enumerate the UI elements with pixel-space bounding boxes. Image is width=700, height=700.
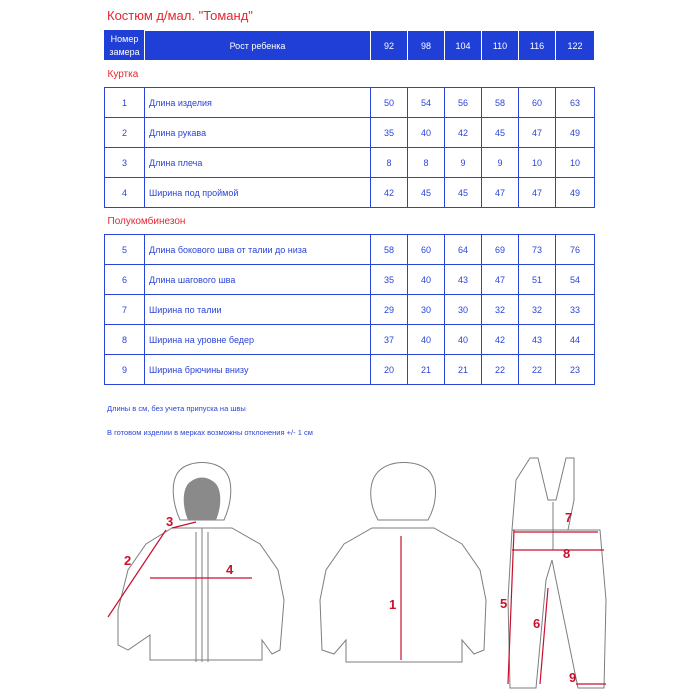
header-size: 104: [445, 31, 482, 61]
measure-label-9: 9: [569, 670, 577, 685]
cell-value: 42: [445, 118, 482, 148]
table-row: [105, 355, 595, 385]
cell-value: 63: [556, 88, 595, 118]
header-child-height: Рост ребенка: [145, 31, 371, 61]
measure-label-5: 5: [500, 596, 508, 611]
cell-name: Ширина брючины внизу: [145, 355, 371, 385]
cell-value: 58: [482, 88, 519, 118]
cell-value: 40: [408, 325, 445, 355]
cell-value: 10: [556, 148, 595, 178]
cell-value: 43: [519, 325, 556, 355]
table-row: [105, 325, 595, 355]
cell-value: 9: [445, 148, 482, 178]
cell-value: 22: [519, 355, 556, 385]
cell-value: 21: [445, 355, 482, 385]
cell-value: 54: [408, 88, 445, 118]
cell-name: Длина изделия: [145, 88, 371, 118]
cell-name: Длина бокового шва от талии до низа: [145, 235, 371, 265]
note-units: Длины в см, без учета припуска на швы: [107, 404, 246, 413]
cell-name: Длина рукава: [145, 118, 371, 148]
note-tolerance: В готовом изделии в мерках возможны отклонения +/- 1 см: [107, 428, 313, 437]
cell-value: 47: [519, 118, 556, 148]
cell-no: 7: [105, 295, 145, 325]
cell-name: Длина шагового шва: [145, 265, 371, 295]
cell-value: 64: [445, 235, 482, 265]
measure-label-4: 4: [226, 562, 234, 577]
section-row-jacket: [105, 61, 595, 88]
cell-value: 30: [445, 295, 482, 325]
cell-value: 45: [408, 178, 445, 208]
size-table: [104, 30, 595, 385]
cell-value: 22: [482, 355, 519, 385]
measure-label-7: 7: [565, 510, 573, 525]
table-row: [105, 178, 595, 208]
cell-name: Ширина на уровне бедер: [145, 325, 371, 355]
page-title: Костюм д/мал. "Томанд": [107, 8, 253, 23]
header-size: 92: [371, 31, 408, 61]
cell-value: 60: [408, 235, 445, 265]
cell-value: 10: [519, 148, 556, 178]
cell-value: 76: [556, 235, 595, 265]
cell-value: 43: [445, 265, 482, 295]
cell-value: 51: [519, 265, 556, 295]
cell-value: 35: [371, 118, 408, 148]
cell-value: 47: [519, 178, 556, 208]
cell-no: 5: [105, 235, 145, 265]
table-row: [105, 118, 595, 148]
cell-name: Ширина под проймой: [145, 178, 371, 208]
table-row: [105, 148, 595, 178]
cell-value: 21: [408, 355, 445, 385]
measure-label-6: 6: [533, 616, 541, 631]
cell-value: 47: [482, 265, 519, 295]
cell-value: 37: [371, 325, 408, 355]
cell-value: 29: [371, 295, 408, 325]
cell-value: 40: [408, 118, 445, 148]
measure-label-2: 2: [124, 553, 132, 568]
table-row: [105, 88, 595, 118]
cell-value: 32: [482, 295, 519, 325]
garment-diagrams: [0, 440, 700, 700]
cell-value: 73: [519, 235, 556, 265]
cell-value: 33: [556, 295, 595, 325]
section-title: Куртка: [105, 61, 595, 88]
cell-name: Ширина по талии: [145, 295, 371, 325]
table-header-row: [105, 31, 595, 61]
cell-value: 44: [556, 325, 595, 355]
cell-no: 1: [105, 88, 145, 118]
jacket-front-drawing: [118, 463, 284, 663]
cell-value: 8: [408, 148, 445, 178]
measure-label-3: 3: [166, 514, 174, 529]
section-row-overalls: [105, 208, 595, 235]
header-size: 116: [519, 31, 556, 61]
cell-no: 6: [105, 265, 145, 295]
header-size: 110: [482, 31, 519, 61]
table-row: [105, 235, 595, 265]
cell-value: 69: [482, 235, 519, 265]
cell-no: 4: [105, 178, 145, 208]
cell-value: 47: [482, 178, 519, 208]
header-size: 98: [408, 31, 445, 61]
cell-value: 40: [408, 265, 445, 295]
cell-no: 3: [105, 148, 145, 178]
cell-value: 8: [371, 148, 408, 178]
table-row: [105, 295, 595, 325]
header-measure-no: Номер замера: [105, 31, 145, 61]
table-row: [105, 265, 595, 295]
cell-value: 9: [482, 148, 519, 178]
cell-value: 20: [371, 355, 408, 385]
header-size: 122: [556, 31, 595, 61]
measure-label-1: 1: [389, 597, 397, 612]
cell-value: 45: [445, 178, 482, 208]
section-title: Полукомбинезон: [105, 208, 595, 235]
measure-label-8: 8: [563, 546, 571, 561]
cell-value: 49: [556, 178, 595, 208]
cell-value: 56: [445, 88, 482, 118]
cell-value: 49: [556, 118, 595, 148]
cell-value: 54: [556, 265, 595, 295]
cell-value: 50: [371, 88, 408, 118]
cell-value: 35: [371, 265, 408, 295]
jacket-back-drawing: [320, 463, 486, 663]
cell-value: 32: [519, 295, 556, 325]
cell-value: 42: [371, 178, 408, 208]
cell-no: 8: [105, 325, 145, 355]
cell-value: 23: [556, 355, 595, 385]
cell-value: 58: [371, 235, 408, 265]
cell-value: 40: [445, 325, 482, 355]
cell-value: 45: [482, 118, 519, 148]
cell-value: 60: [519, 88, 556, 118]
cell-value: 30: [408, 295, 445, 325]
cell-no: 2: [105, 118, 145, 148]
cell-value: 42: [482, 325, 519, 355]
overalls-drawing: [508, 458, 606, 688]
cell-name: Длина плеча: [145, 148, 371, 178]
cell-no: 9: [105, 355, 145, 385]
